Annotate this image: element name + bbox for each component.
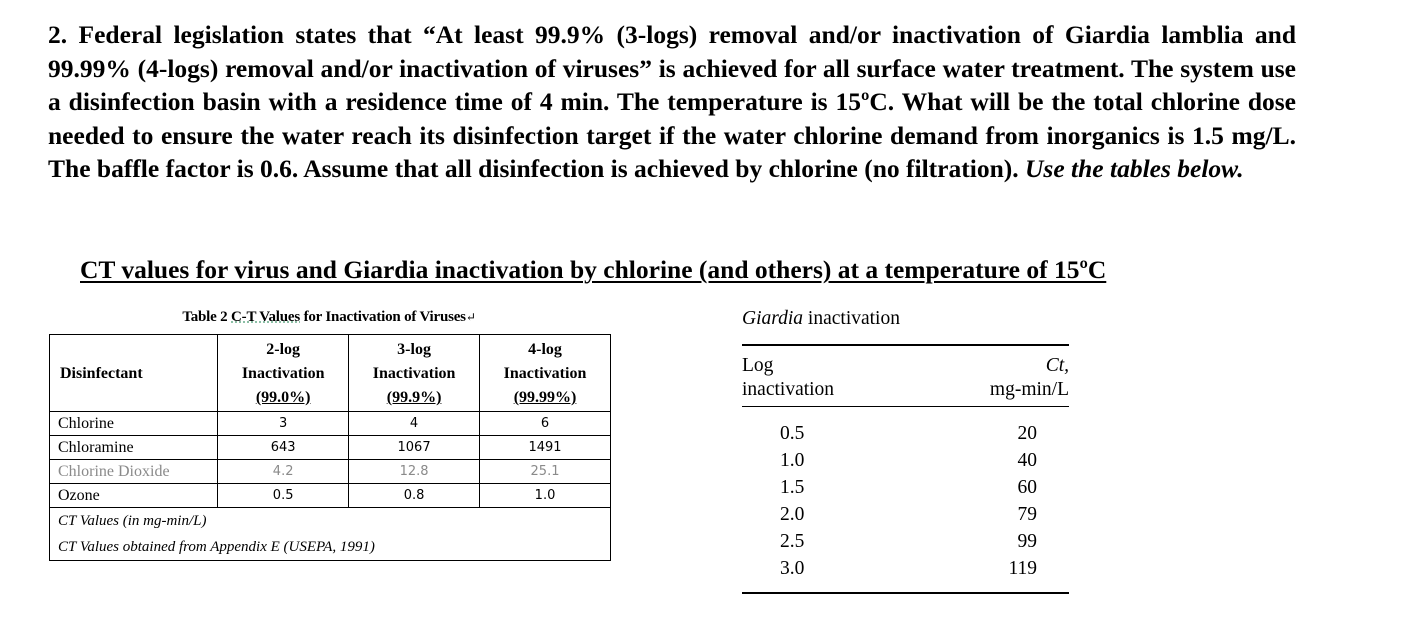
table-row: 0.5 20 [780,423,1037,444]
bottom-rule [742,592,1069,594]
virus-table-caption: Table 2 C-T Values for Inactivation of Viruses↵ [182,309,476,325]
table-row: 1.5 60 [780,477,1037,498]
table-note-row [50,534,611,561]
units-note: CT Values (in mg-min/L) [50,508,611,535]
virus-ct-table [49,334,611,561]
giardia-table-caption: Giardia inactivation [742,308,900,329]
column-header-3log: 3-log Inactivation (99.9%) [349,335,480,412]
question-text [48,18,1296,186]
question-instruction: Use the tables below. [1025,154,1244,184]
giardia-table-header: Log inactivation Ct, mg-min/L [742,355,1069,400]
giardia-ct-table [742,344,1069,594]
paragraph-mark-icon: ↵ [465,310,476,324]
table-row: 3.0 119 [780,558,1037,579]
virus-table-header [50,335,611,412]
ct-header: Ct, [1045,355,1069,376]
table-row: Ozone 0.5 0.8 1.0 [50,484,611,508]
question-number: 2. [48,20,68,49]
table-row: Chlorine Dioxide 4.2 12.8 25.1 [50,460,611,484]
question-body: Federal legislation states that “At least 99.9% (3-logs) removal and/or inactivation of Giardia lamblia and 99.99% (4-logs) removal and/or inactivation of viruses” is achieved for all surface water treatment. The system use a disinfection basin with a residence time of 4 min. The temperature is 15ºC. What will be the total chlorine dose needed to ensure the water reach its disinfection target if the water chlorine demand from inorganics is 1.5 mg/L. The baffle factor is 0.6. Assume that all disinfection is achieved by chlorine (no filtration). [48,20,1297,184]
section-title: CT values for virus and Giardia inactivation by chlorine (and others) at a temperature of 15ºC [80,255,1107,284]
table-row: 2.0 79 [780,504,1037,525]
column-header-4log: 4-log Inactivation (99.99%) [480,335,611,412]
log-header: Log [742,355,774,376]
table-row: Chloramine 643 1067 1491 [50,436,611,460]
table-row: Chlorine 3 4 6 [50,412,611,436]
source-note: CT Values obtained from Appendix E (USEPA, 1991) [50,534,611,561]
column-header-2log: 2-log Inactivation (99.0%) [218,335,349,412]
disinfectant-header: Disinfectant [50,335,218,412]
table-note-row [50,508,611,535]
table-row: 2.5 99 [780,531,1037,552]
table-row: 1.0 40 [780,450,1037,471]
